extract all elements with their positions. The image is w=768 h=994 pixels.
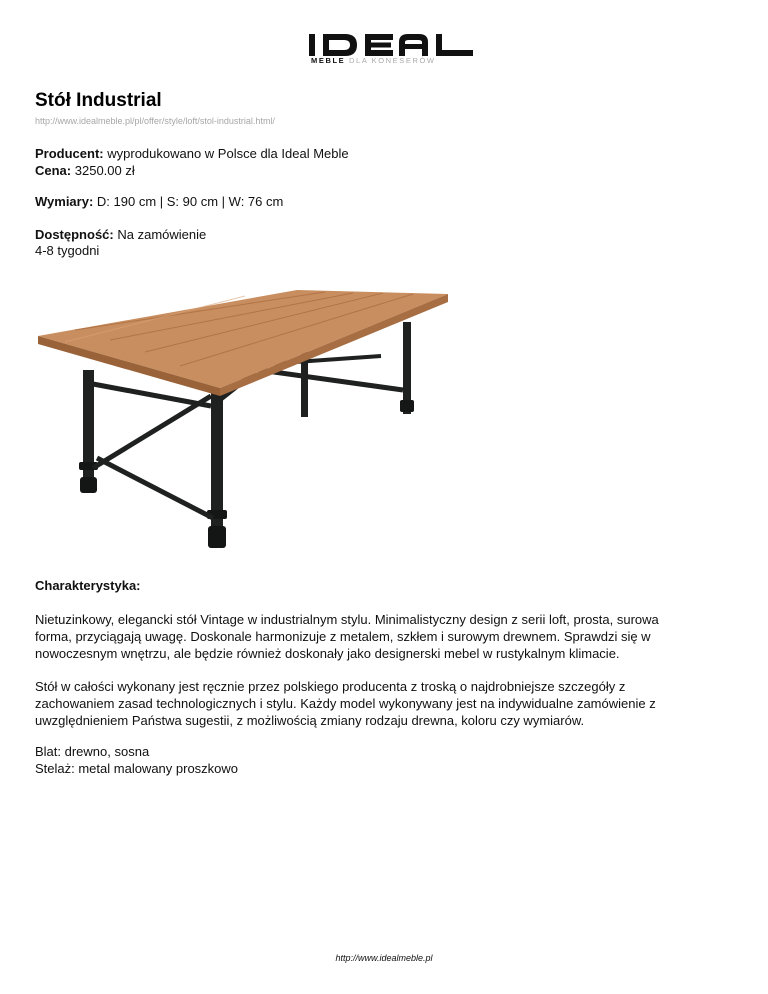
description-p1-line3: nowoczesnym wnętrzu, ale będzie również doskonały jako designerski mebel w rustykalnym klimacie. — [35, 646, 620, 661]
product-photo-table — [35, 272, 455, 562]
description-p1-line1: Nietuzinkowy, elegancki stół Vintage w industrialnym stylu. Minimalistyczny design z serii loft, prosta, surowa — [35, 612, 659, 627]
availability-line — [35, 227, 206, 243]
availability-label: Dostępność: — [35, 227, 114, 242]
description-p1-line2: forma, przyciągają uwagę. Doskonale harmonizuje z metalem, szkłem i surowym drewnem. Sprawdzi się w — [35, 629, 651, 644]
price-line — [35, 163, 135, 179]
producer-line — [35, 146, 349, 162]
top-material: Blat: drewno, sosna — [35, 744, 150, 759]
frame-material: Stelaż: metal malowany proszkowo — [35, 761, 239, 776]
dimensions-label: Wymiary: — [35, 194, 94, 209]
dimensions-line — [35, 194, 283, 210]
product-title: Stół Industrial — [35, 90, 162, 111]
logo-tagline-koneserow: DLA KONESERÓW — [348, 56, 436, 65]
logo-tagline-meble: MEBLE — [311, 56, 346, 65]
product-url[interactable]: http://www.idealmeble.pl/pl/offer/style/loft/stol-industrial.html/ — [35, 116, 275, 126]
description-paragraph-1 — [35, 611, 725, 662]
logo-tagline — [311, 56, 436, 65]
dimensions-value: D: 190 cm | S: 90 cm | W: 76 cm — [96, 194, 284, 209]
price-value: 3250.00 zł — [74, 163, 135, 178]
materials — [35, 743, 725, 777]
description-paragraph-2 — [35, 678, 725, 729]
description-p2-line2: zachowaniem zasad technologicznych i stylu. Każdy model wykonywany jest na indywidualne zamówienie z — [35, 696, 656, 711]
price-label: Cena: — [35, 163, 72, 178]
producer-label: Producent: — [35, 146, 104, 161]
availability-value: Na zamówienie — [117, 227, 207, 242]
footer-url[interactable]: http://www.idealmeble.pl — [335, 953, 433, 963]
description-p2-line3: uwzględnieniem Państwa sugestii, z możliwością zmiany rodzaju drewna, koloru czy wymiarów. — [35, 713, 585, 728]
characteristics-heading: Charakterystyka: — [35, 578, 141, 593]
lead-time: 4-8 tygodni — [35, 243, 100, 258]
producer-value: wyprodukowano w Polsce dla Ideal Meble — [107, 146, 349, 161]
description-p2-line1: Stół w całości wykonany jest ręcznie przez polskiego producenta z troską o najdrobniejsze szczegóły z — [35, 679, 626, 694]
